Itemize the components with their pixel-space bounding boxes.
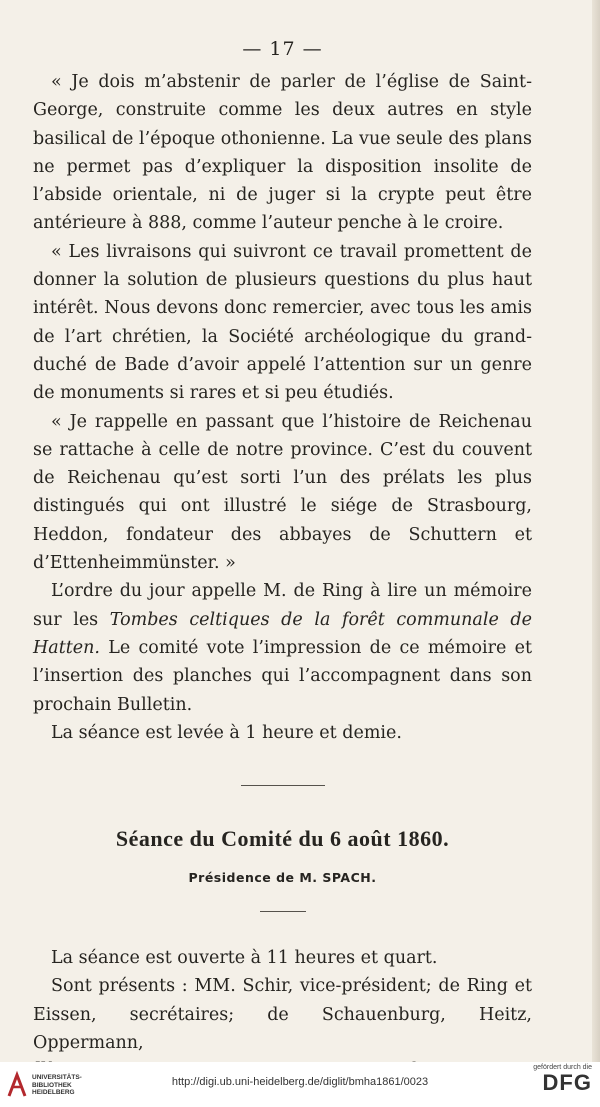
session-body [33, 944, 532, 1057]
section-divider [241, 785, 325, 786]
heading-divider [260, 911, 306, 912]
paragraph-ouverture: La séance est ouverte à 11 heures et quart. [51, 948, 438, 969]
page-number: — 17 — [242, 38, 323, 60]
paragraph-reichenau: « Je rappelle en passant que l’histoire de Reichenau se rattache à celle de notre province. C’est du couvent de Reichenau qu’est sorti l’un des prélats les plus distingués qui ont illustré le siége de Strasbourg, Heddon, fondateur des abbayes de Schuttern et d’Ettenheimmünster. » [33, 411, 532, 574]
memoire-title: Tombes celtiques de la forêt communale de Hatten. [33, 609, 532, 658]
page-edge [592, 0, 600, 1062]
library-name-line2: BIBLIOTHEK [32, 1081, 72, 1089]
library-name-line3: HEIDELBERG [32, 1089, 75, 1096]
paragraph-saint-george: « Je dois m’abstenir de parler de l’église de Saint-George, construite comme les deux autres en style basilical de l’époque othonienne. La vue seule des plans ne permet pas d’expliquer la disposition insolite de l’abside orientale, ni de juger si la crypte peut être antérieure à 888, comme l’auteur penche à le croire. [33, 72, 532, 234]
ordre-text-before: L’ordre du jour appelle M. de Ring à lire un mémoire sur les [33, 581, 532, 630]
session-heading: Séance du Comité du 6 août 1860. [115, 826, 450, 852]
paragraph-presents: Sont présents : MM. Schir, vice-président; de Ring et Eissen, secrétaires; de Schauenburg, Heitz, Oppermann, [33, 976, 532, 1054]
permalink-url[interactable]: http://digi.ub.uni-heidelberg.de/diglit/bmha1861/0023 [171, 1076, 429, 1088]
dfg-wordmark: DFG [542, 1070, 592, 1095]
page-content [33, 38, 532, 1077]
funded-by-label: gefördert durch die [533, 1064, 592, 1071]
presidence-line: Présidence de M. SPACH. [188, 870, 377, 886]
paragraph-livraisons: « Les livraisons qui suivront ce travail promettent de donner la solution de plusieurs questions du plus haut intérêt. Nous devons donc remercier, avec tous les amis de l’art chrétien, la Société archéologique du grand-duché de Bade d’avoir appelé l’attention sur un genre de monuments si rares et si peu étudiés. [33, 241, 532, 404]
paragraph-levee: La séance est levée à 1 heure et demie. [51, 722, 402, 743]
ordre-text-after: Le comité vote l’impression de ce mémoire et l’insertion des planches qui l’accompagnent dans son prochain Bulletin. [33, 637, 532, 715]
footer-bar [0, 1062, 600, 1107]
paragraph-ordre-du-jour [33, 577, 532, 718]
library-name-line1: UNIVERSITÄTS- [32, 1074, 82, 1081]
dfg-logo[interactable] [522, 1064, 592, 1104]
